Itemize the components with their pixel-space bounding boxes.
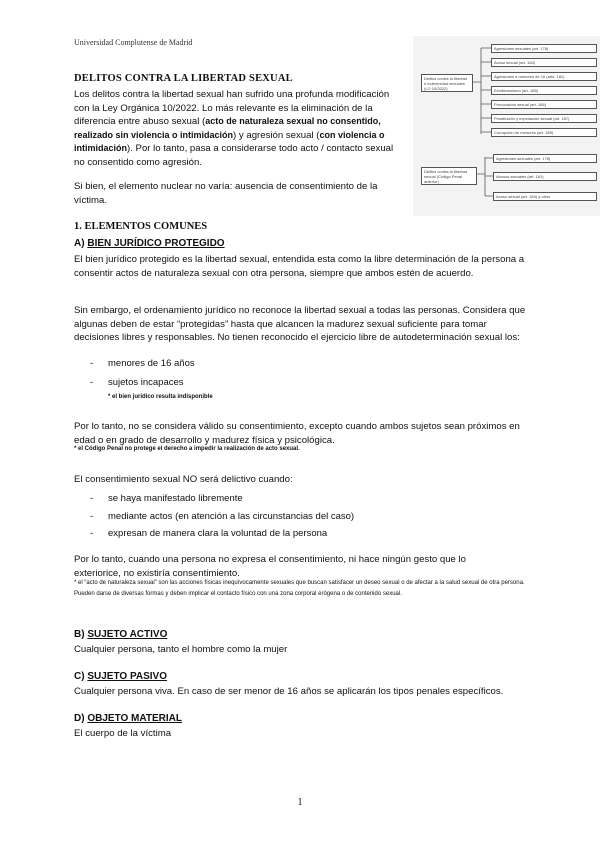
page-header: Universidad Complutense de Madrid: [74, 38, 193, 47]
diagram-item: Corrupción de menores (art. 189): [491, 128, 597, 137]
subsection-title: SUJETO ACTIVO: [87, 629, 168, 640]
diagram-box-current: Delitos contra la libertad e indemnidad sexuales (LO 10/2022): [421, 74, 473, 92]
page-number: 1: [297, 797, 303, 808]
intro-bold-abuso: acto de naturaleza sexual no consentido, realizado sin violencia o intimidación: [74, 116, 381, 140]
paragraph: El cuerpo de la víctima: [74, 728, 172, 739]
subsection-label: B): [74, 629, 85, 640]
intro-paragraph: [74, 88, 396, 170]
diagram-item: Abusos sexuales (art. 181): [493, 172, 597, 181]
subsection-a-heading: [74, 238, 225, 249]
diagram-item: Acoso sexual (art. 184) y otros: [493, 192, 597, 201]
intro-text: ) y agresión sexual (: [233, 129, 320, 141]
paragraph: Por lo tanto, cuando una persona no expresa el consentimiento, ni hace ningún gesto que lo exteriorice, no existiría consentimiento.: [74, 554, 467, 579]
diagram-item: Agresiones sexuales (art. 178): [491, 44, 597, 53]
subsection-b-heading: [74, 629, 167, 640]
paragraph: El consentimiento sexual NO será delictivo cuando:: [74, 474, 293, 485]
paragraph: Sin embargo, el ordenamiento jurídico no reconoce la libertad sexual a todas las personas. Considera que algunas deben de estar “protegidas” hasta que alcancen la madurez sexual suficiente para tomar decisiones libres y responsables. No tienen reconocido el ejercicio libre de autodeterminación sexual los:: [74, 305, 526, 344]
paragraph: Cualquier persona, tanto el hombre como la mujer: [74, 644, 288, 655]
paragraph: El bien jurídico protegido es la libertad sexual, entendida esta como la libre determinación de la persona a consentir actos de naturaleza sexual con otra persona, siempre que ambos estén de acuerdo.: [74, 254, 525, 279]
classification-diagram: [413, 36, 600, 216]
note: * el bien jurídico resulta indisponible: [108, 394, 213, 400]
diagram-box-previous: Delitos contra la libertad sexual (Código Penal anterior): [421, 167, 477, 185]
subsection-title: BIEN JURÍDICO PROTEGIDO: [87, 238, 225, 249]
paragraph: Por lo tanto, no se considera válido su consentimiento, excepto cuando ambos sujetos sean próximos en edad o en grado de desarrollo y madurez física y psicológica.: [74, 421, 520, 446]
subsection-c-heading: [74, 671, 167, 682]
diagram-item: Agresiones sexuales (art. 178): [493, 154, 597, 163]
paragraph: Cualquier persona viva. En caso de ser menor de 16 años se aplicarán los tipos penales específicos.: [74, 686, 504, 697]
diagram-item: Agresiones a menores de 16 (arts. 181): [491, 72, 597, 81]
subsection-d-heading: [74, 713, 182, 724]
intro-text: Los delitos contra la libertad sexual han sufrido una profunda modificación con la Ley Orgánica 10/2022. Lo más relevante es la eliminación de la diferencia entre abuso sexual (: [74, 89, 390, 128]
diagram-item: Provocación sexual (art. 186): [491, 100, 597, 109]
diagram-item: Exhibicionismo (art. 185): [491, 86, 597, 95]
document-title: DELITOS CONTRA LA LIBERTAD SEXUAL: [74, 73, 293, 84]
note: * el Código Penal no protege el derecho a impedir la realización de acto sexual.: [74, 446, 300, 452]
section-heading: 1. ELEMENTOS COMUNES: [74, 221, 208, 232]
intro-text: ). Por lo tanto, pasa a considerarse todo acto / contacto sexual no consentido como agresión.: [74, 143, 394, 168]
subsection-label: A): [74, 238, 85, 249]
intro-paragraph-2: Si bien, el elemento nuclear no varía: ausencia de consentimiento de la víctima.: [74, 181, 378, 206]
note: * el “acto de naturaleza sexual” son las acciones físicas inequívocamente sexuales que buscan satisfacer un deseo sexual o de afectar a la salud sexual de otra persona. Pueden darse de diversas formas y deben implicar el contacto físico con una zona corporal erógena o de contenido sexual.: [74, 580, 525, 597]
subsection-label: D): [74, 713, 85, 724]
subsection-title: OBJETO MATERIAL: [87, 713, 182, 724]
intro-bold-agresion: con violencia o intimidación: [74, 129, 385, 154]
diagram-item: Prostitución y explotación sexual (art. 187): [491, 114, 597, 123]
diagram-item: Acoso sexual (art. 184): [491, 58, 597, 67]
subsection-label: C): [74, 671, 85, 682]
subsection-title: SUJETO PASIVO: [87, 671, 167, 682]
